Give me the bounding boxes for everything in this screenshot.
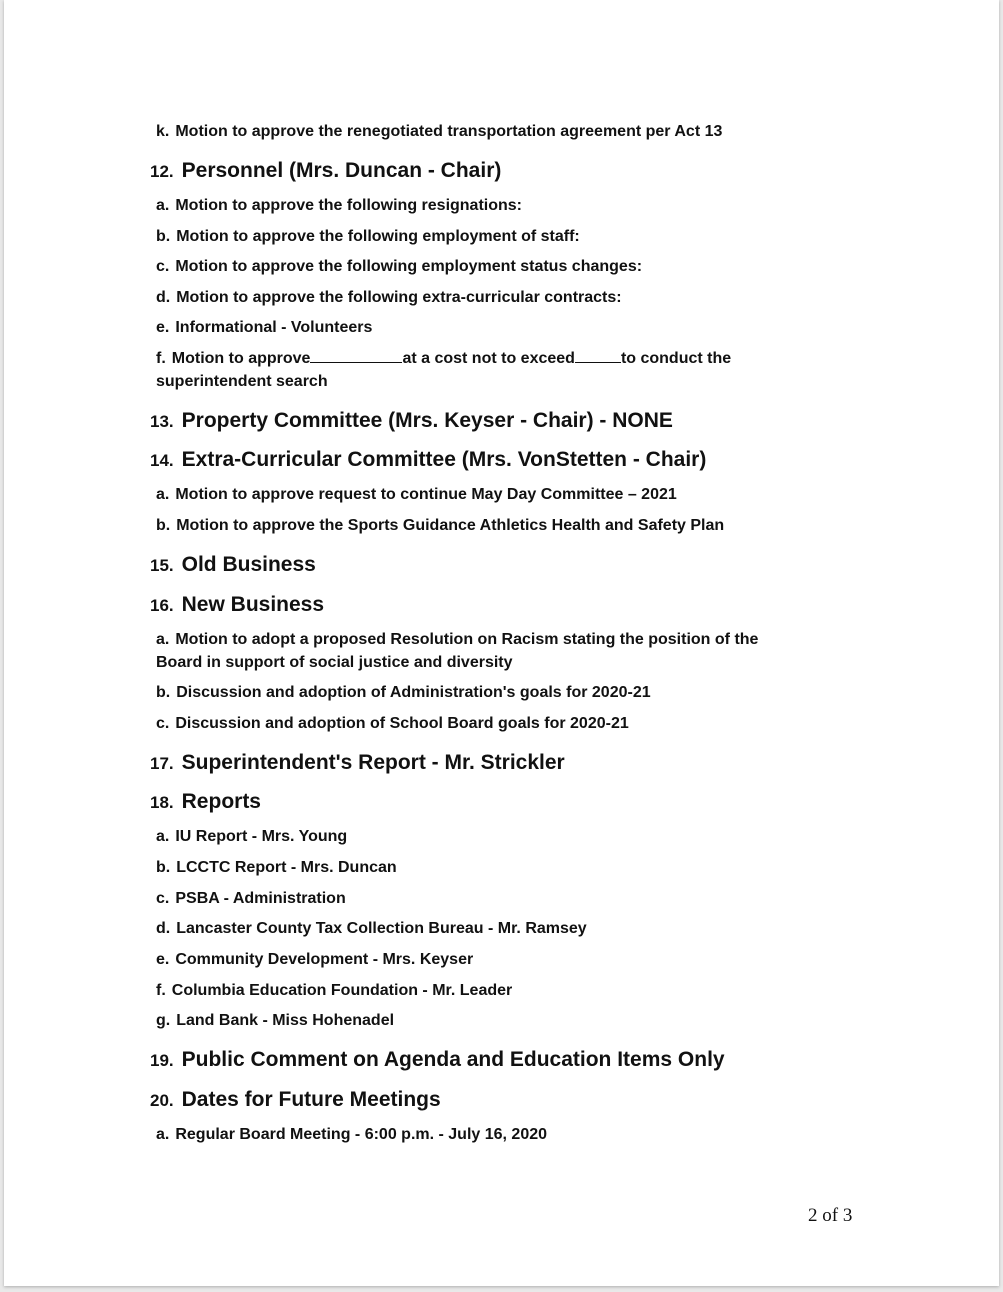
item-text: Motion to adopt a proposed Resolution on Racism stating the position of the [175,631,759,648]
section-title: Old Business [181,553,316,576]
item-text: PSBA - Administration [175,890,346,907]
section-title: Property Committee (Mrs. Keyser - Chair) - NONE [181,409,673,432]
section-number: 13. [150,412,174,431]
section-title: Reports [181,790,261,813]
list-item-continuation [156,370,328,393]
item-text-line2: superintendent search [156,373,328,390]
section-heading [150,157,501,187]
item-text-part2: at a cost not to exceed [402,350,575,367]
list-item [156,347,731,370]
list-item [156,483,677,506]
list-item [156,316,372,339]
item-text: Motion to approve the following employment of staff: [176,228,580,245]
item-label: a. [156,486,170,503]
section-heading [150,591,324,621]
item-label: a. [156,828,170,845]
item-text: Community Development - Mrs. Keyser [175,951,474,968]
item-label: a. [156,197,170,214]
item-text: LCCTC Report - Mrs. Duncan [176,859,397,876]
section-title: Public Comment on Agenda and Education Items Only [181,1048,725,1071]
list-item [156,628,758,651]
item-text-line2: Board in support of social justice and diversity [156,654,513,671]
item-label: e. [156,951,170,968]
list-item [156,120,722,143]
section-heading [150,749,565,779]
item-label: c. [156,258,170,275]
item-text: Columbia Education Foundation - Mr. Leader [171,982,513,999]
list-item [156,712,629,735]
list-item [156,825,347,848]
list-item [156,979,512,1002]
list-item-continuation [156,651,513,674]
section-title: Superintendent's Report - Mr. Strickler [181,751,565,774]
list-item [156,948,473,971]
list-item [156,194,522,217]
section-heading [150,551,316,581]
document-page [4,0,999,1286]
item-label: c. [156,715,170,732]
item-label: b. [156,517,171,534]
section-number: 18. [150,793,174,812]
section-title: Extra-Curricular Committee (Mrs. VonStetten - Chair) [181,448,707,471]
list-item [156,856,397,879]
section-heading [150,1046,725,1076]
list-item [156,917,587,940]
item-label: b. [156,859,171,876]
page-number: 2 of 3 [808,1205,853,1226]
item-text: Motion to approve the following resignations: [175,197,522,214]
item-text: Discussion and adoption of School Board goals for 2020-21 [175,715,629,732]
item-label: a. [156,1126,170,1143]
section-number: 15. [150,556,174,575]
list-item [156,1123,547,1146]
list-item [156,286,622,309]
section-number: 12. [150,162,174,181]
item-text: IU Report - Mrs. Young [175,828,348,845]
item-text: Regular Board Meeting - 6:00 p.m. - July 16, 2020 [175,1126,548,1143]
item-label: c. [156,890,170,907]
section-title: Personnel (Mrs. Duncan - Chair) [181,159,502,182]
item-label: f. [156,350,166,367]
list-item [156,514,724,537]
item-label: g. [156,1012,171,1029]
item-label: d. [156,920,171,937]
item-label: a. [156,631,170,648]
fill-in-blank [310,347,402,363]
item-text: Motion to approve the renegotiated transportation agreement per Act 13 [175,123,723,140]
section-heading [150,1086,441,1116]
list-item [156,1009,394,1032]
section-number: 19. [150,1051,174,1070]
section-number: 20. [150,1091,174,1110]
item-label: d. [156,289,171,306]
list-item [156,681,651,704]
section-heading [150,446,706,476]
item-label: k. [156,123,170,140]
section-number: 14. [150,451,174,470]
list-item [156,255,642,278]
item-label: b. [156,684,171,701]
item-text-part1: Motion to approve [171,350,311,367]
item-text: Motion to approve the following extra-curricular contracts: [176,289,622,306]
item-text-part3: to conduct the [620,350,732,367]
item-label: e. [156,319,170,336]
section-number: 17. [150,754,174,773]
item-text: Motion to approve request to continue May Day Committee – 2021 [175,486,677,503]
section-number: 16. [150,596,174,615]
item-label: b. [156,228,171,245]
item-text: Motion to approve the Sports Guidance Athletics Health and Safety Plan [176,517,725,534]
item-text: Informational - Volunteers [175,319,373,336]
list-item [156,225,580,248]
item-text: Land Bank - Miss Hohenadel [176,1012,395,1029]
section-title: New Business [181,593,325,616]
page-content [4,0,999,1286]
section-heading [150,407,673,437]
list-item [156,887,346,910]
section-heading [150,788,261,818]
item-text: Motion to approve the following employment status changes: [175,258,643,275]
item-label: f. [156,982,166,999]
item-text: Discussion and adoption of Administration's goals for 2020-21 [176,684,651,701]
item-text: Lancaster County Tax Collection Bureau - Mr. Ramsey [176,920,587,937]
section-title: Dates for Future Meetings [181,1088,441,1111]
fill-in-blank [575,347,621,363]
